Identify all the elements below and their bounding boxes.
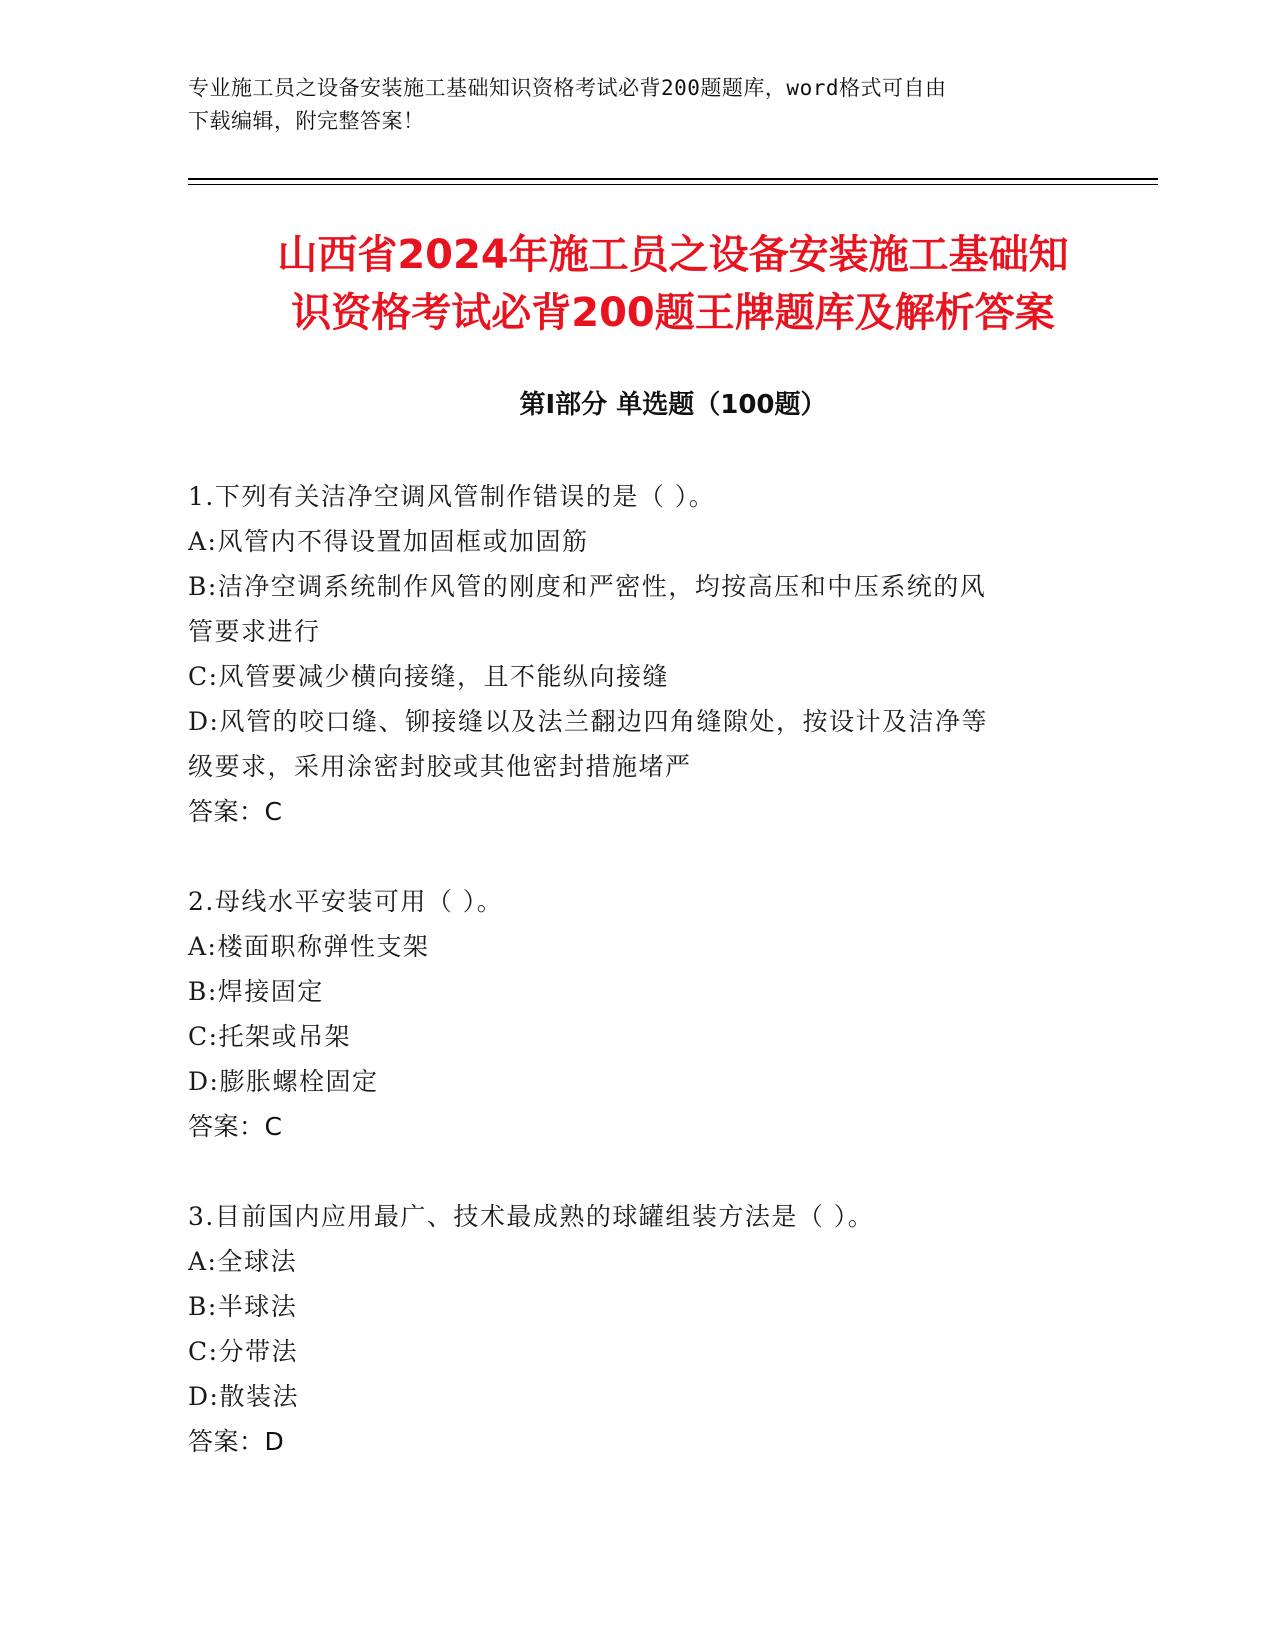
header-rule-thin [188,184,1158,185]
question-3 [188,1194,1088,1464]
question-stem: 3.目前国内应用最广、技术最成熟的球罐组装方法是（ ）。 [188,1202,875,1231]
document-title-line-1: 山西省2024年施工员之设备安装施工基础知 [277,232,1069,278]
option-b: B:洁净空调系统制作风管的刚度和严密性，均按高压和中压系统的风 [188,572,987,601]
option-a: A:风管内不得设置加固框或加固筋 [188,527,589,556]
option-d-continued: 级要求，采用涂密封胶或其他密封措施堵严 [188,752,692,781]
header-note-line-1: 专业施工员之设备安装施工基础知识资格考试必背200题题库，word格式可自由 [188,76,947,100]
option-b-continued: 管要求进行 [188,617,321,646]
option-a: A:全球法 [188,1247,297,1276]
answer: 答案：D [188,1427,285,1456]
question-stem: 1.下列有关洁净空调风管制作错误的是（ ）。 [188,482,716,511]
question-stem: 2.母线水平安装可用（ ）。 [188,887,504,916]
document-title [188,226,1158,342]
question-1 [188,474,1088,834]
option-d: D:膨胀螺栓固定 [188,1067,379,1096]
answer: 答案：C [188,1112,283,1141]
document-title-line-2: 识资格考试必背200题王牌题库及解析答案 [291,290,1055,336]
question-list [188,474,1088,1509]
option-d: D:散装法 [188,1382,299,1411]
option-c: C:托架或吊架 [188,1022,352,1051]
option-c: C:分带法 [188,1337,299,1366]
header-rule-thick [188,178,1158,180]
answer: 答案：C [188,797,283,826]
option-a: A:楼面职称弹性支架 [188,932,430,961]
question-2 [188,879,1088,1149]
option-b: B:焊接固定 [188,977,324,1006]
option-c: C:风管要减少横向接缝，且不能纵向接缝 [188,662,670,691]
option-d: D:风管的咬口缝、铆接缝以及法兰翻边四角缝隙处，按设计及洁净等 [188,707,988,736]
header-note-line-2: 下载编辑，附完整答案！ [188,109,425,133]
section-heading: 第Ⅰ部分 单选题（100题） [519,390,827,420]
option-b: B:半球法 [188,1292,298,1321]
header-note [188,72,1068,138]
